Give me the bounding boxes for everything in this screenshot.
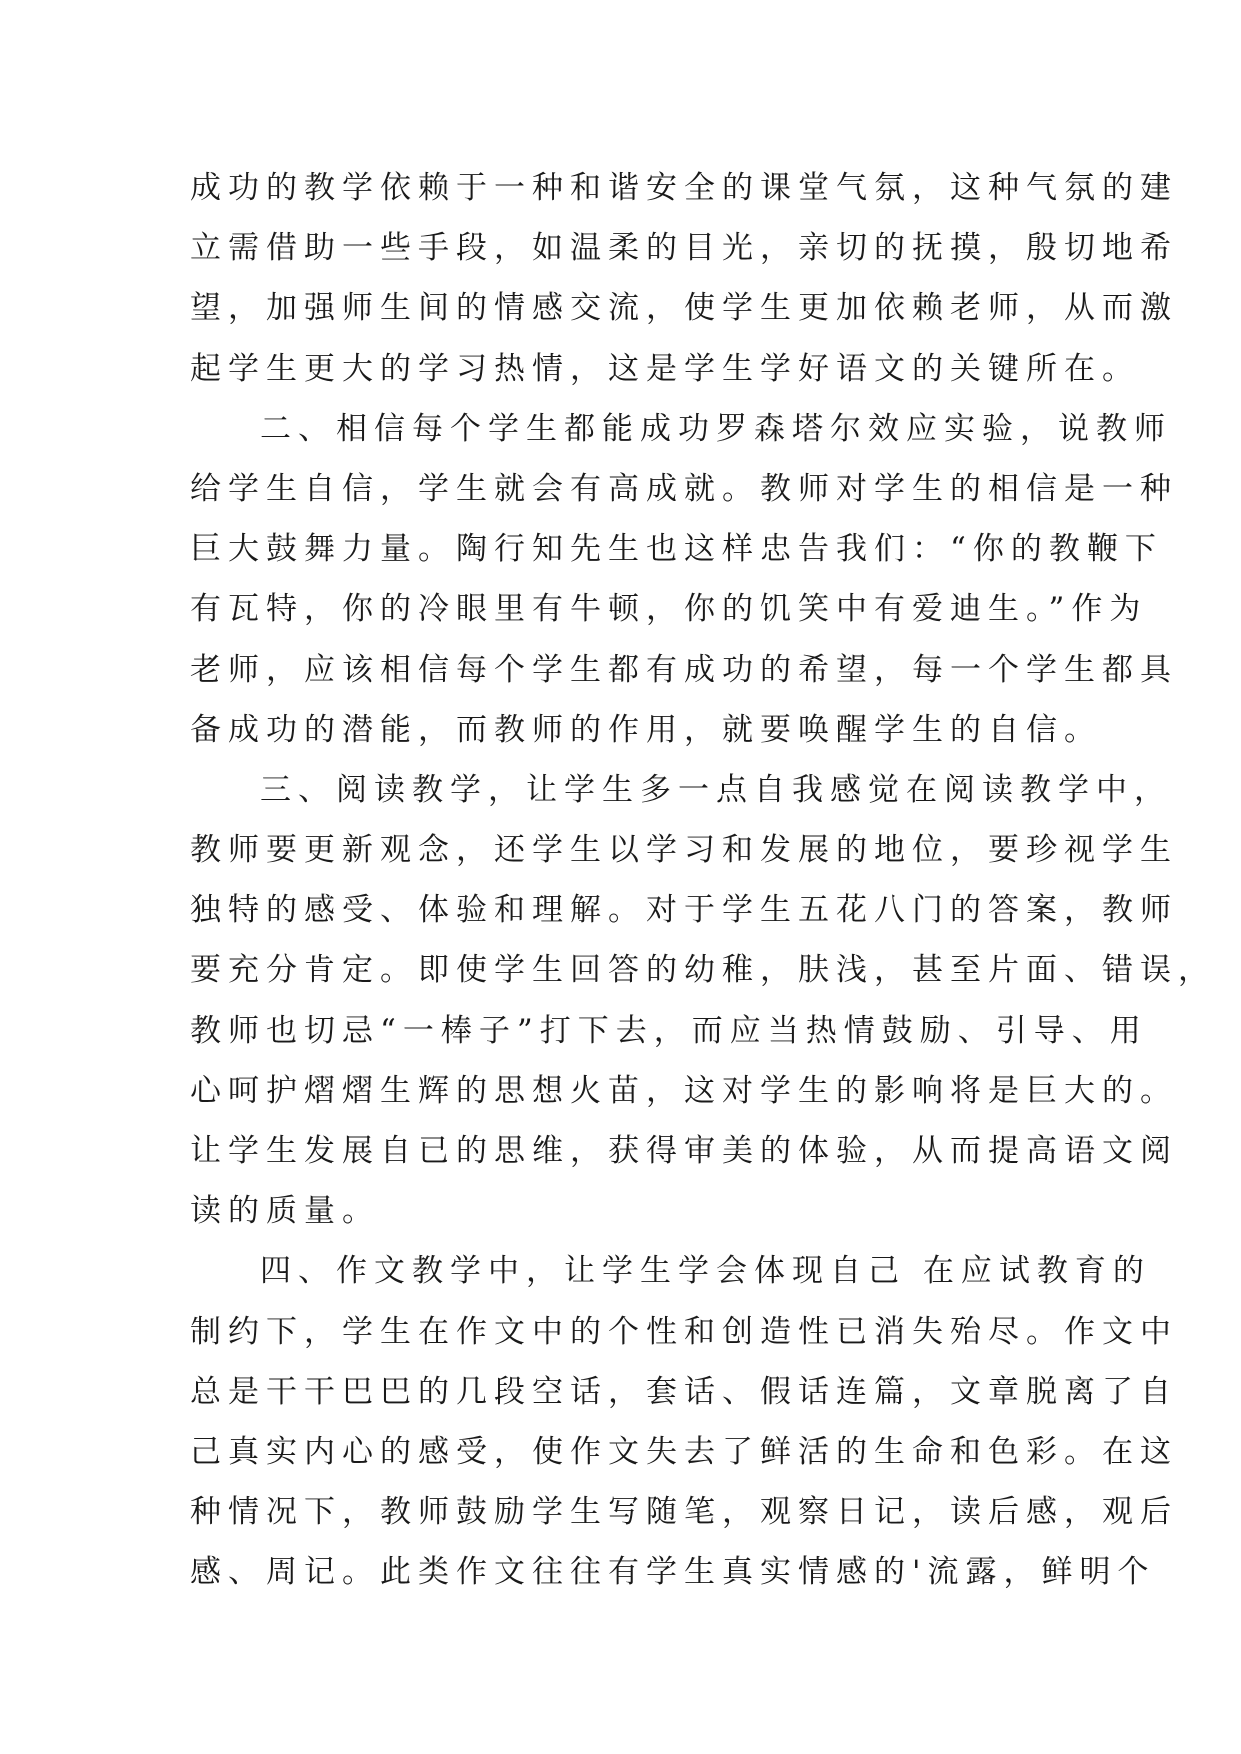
text-line: 教师要更新观念，还学生以学习和发展的地位，要珍视学生 bbox=[190, 832, 1178, 869]
text-line: 备成功的潜能，而教师的作用，就要唤醒学生的自信。 bbox=[190, 711, 1102, 748]
text-line: 立需借助一些手段，如温柔的目光，亲切的抚摸，殷切地希 bbox=[190, 230, 1178, 267]
paragraph-3 bbox=[190, 760, 1216, 1242]
text-line: 种情况下，教师鼓励学生写随笔，观察日记，读后感，观后 bbox=[190, 1494, 1178, 1531]
text-line: 有瓦特，你的冷眼里有牛顿，你的饥笑中有爱迪生。”作为 bbox=[190, 591, 1148, 628]
text-line: 制约下，学生在作文中的个性和创造性已消失殆尽。作文中 bbox=[190, 1313, 1178, 1350]
text-line: 心呵护熠熠生辉的思想火苗，这对学生的影响将是巨大的。 bbox=[190, 1072, 1178, 1109]
paragraph-2 bbox=[190, 399, 1178, 760]
text-line: 独特的感受、体验和理解。对于学生五花八门的答案，教师 bbox=[190, 892, 1178, 929]
paragraph-1 bbox=[190, 158, 1178, 399]
text-line: 巨大鼓舞力量。陶行知先生也这样忠告我们：“你的教鞭下 bbox=[190, 531, 1163, 568]
text-line: 四、作文教学中，让学生学会体现自己 在应试教育的 bbox=[260, 1253, 1151, 1290]
text-line: 读的质量。 bbox=[190, 1193, 380, 1230]
document-body bbox=[190, 158, 1216, 1603]
text-line: 要充分肯定。即使学生回答的幼稚，肤浅，甚至片面、错误， bbox=[190, 952, 1216, 989]
text-line: 给学生自信，学生就会有高成就。教师对学生的相信是一种 bbox=[190, 470, 1178, 507]
text-line: 望，加强师生间的情感交流，使学生更加依赖老师，从而激 bbox=[190, 290, 1178, 327]
paragraph-4 bbox=[190, 1241, 1178, 1602]
text-line: 二、相信每个学生都能成功罗森塔尔效应实验，说教师 bbox=[260, 410, 1172, 447]
text-line: 己真实内心的感受，使作文失去了鲜活的生命和色彩。在这 bbox=[190, 1433, 1178, 1470]
text-line: 成功的教学依赖于一种和谐安全的课堂气氛，这种气氛的建 bbox=[190, 170, 1178, 206]
text-line: 三、阅读教学，让学生多一点自我感觉在阅读教学中， bbox=[260, 771, 1172, 808]
text-line: 总是干干巴巴的几段空话，套话、假话连篇，文章脱离了自 bbox=[190, 1373, 1178, 1410]
text-line: 老师，应该相信每个学生都有成功的希望，每一个学生都具 bbox=[190, 651, 1178, 688]
text-line: 让学生发展自已的思维，获得审美的体验，从而提高语文阅 bbox=[190, 1133, 1178, 1169]
text-line: 教师也切忌“一棒子”打下去，而应当热情鼓励、引导、用 bbox=[190, 1012, 1148, 1049]
text-line: 感、周记。此类作文往往有学生真实情感的'流露，鲜明个 bbox=[190, 1554, 1156, 1591]
text-line: 起学生更大的学习热情，这是学生学好语文的关键所在。 bbox=[190, 350, 1140, 387]
